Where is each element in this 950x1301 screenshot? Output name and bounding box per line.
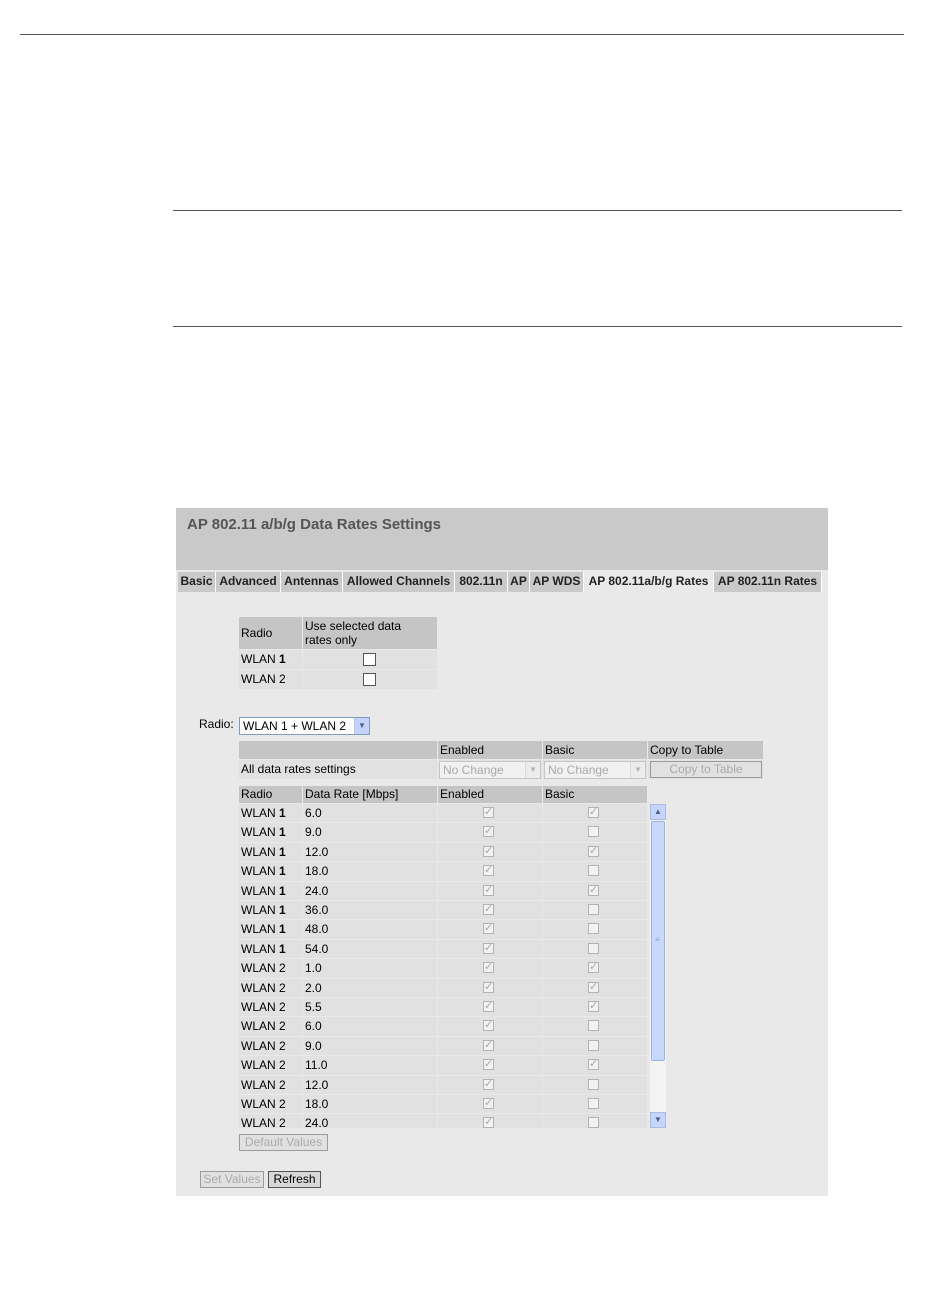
data-rate-cell: 12.0: [303, 843, 437, 861]
header-enabled: Enabled: [438, 786, 542, 803]
check-icon: ✓: [484, 883, 494, 896]
data-rate-cell: 1.0: [303, 959, 437, 977]
check-icon: ✓: [589, 1058, 599, 1071]
radio-number: 1: [279, 844, 286, 859]
header-enabled: Enabled: [438, 741, 542, 759]
tab-basic[interactable]: Basic: [178, 572, 216, 592]
data-rate-cell: 12.0: [303, 1076, 437, 1094]
set-values-button[interactable]: Set Values: [200, 1171, 264, 1188]
check-icon: ✓: [484, 1097, 494, 1109]
data-rate-cell: 9.0: [303, 1037, 437, 1055]
enabled-checkbox[interactable]: [483, 1040, 494, 1051]
check-icon: ✓: [484, 1058, 494, 1071]
copy-to-table-button[interactable]: Copy to Table: [650, 761, 762, 778]
all-basic-select[interactable]: [544, 761, 646, 779]
radio-name: WLAN: [241, 903, 276, 917]
enabled-checkbox[interactable]: [483, 1117, 494, 1128]
scrollbar-thumb[interactable]: [651, 821, 665, 1061]
tab-ap-wds[interactable]: AP WDS: [530, 572, 584, 592]
radio-name: WLAN: [241, 1058, 276, 1073]
radio-number: 2: [279, 1000, 286, 1014]
all-enabled-select[interactable]: [439, 761, 541, 779]
page-top-rule: [20, 34, 904, 35]
radio-cell: [239, 1076, 302, 1094]
radio-cell: [239, 901, 302, 919]
basic-checkbox[interactable]: [588, 826, 599, 837]
enabled-checkbox[interactable]: [483, 923, 494, 934]
basic-checkbox[interactable]: [588, 1040, 599, 1051]
tab-ap-802-11n-rates[interactable]: AP 802.11n Rates: [714, 572, 822, 592]
basic-checkbox[interactable]: [588, 943, 599, 954]
radio-cell: [239, 959, 302, 977]
check-icon: ✓: [589, 806, 599, 818]
section-rule-2: [173, 326, 902, 327]
check-icon: ✓: [484, 1077, 494, 1090]
refresh-button[interactable]: Refresh: [268, 1171, 321, 1188]
basic-checkbox[interactable]: [588, 1020, 599, 1031]
chevron-down-icon[interactable]: ▼: [525, 762, 540, 778]
radio-name: WLAN: [241, 980, 276, 995]
radio-name: WLAN: [241, 922, 276, 937]
check-icon: ✓: [484, 922, 494, 935]
basic-checkbox[interactable]: [588, 1117, 599, 1128]
radio-cell: [239, 823, 302, 841]
radio-cell: [239, 804, 302, 822]
radio-name: WLAN: [241, 864, 276, 879]
radio-number: 2: [279, 1038, 286, 1053]
chevron-down-icon[interactable]: ▼: [650, 1112, 666, 1128]
tab-antennas[interactable]: Antennas: [281, 572, 343, 592]
basic-checkbox[interactable]: [588, 1098, 599, 1109]
radio-number: 2: [279, 672, 286, 686]
enabled-checkbox[interactable]: [483, 1079, 494, 1090]
check-icon: ✓: [589, 980, 599, 993]
radio-number: 1: [279, 825, 286, 840]
check-icon: ✓: [484, 844, 494, 857]
enabled-checkbox[interactable]: [483, 885, 494, 896]
check-icon: ✓: [589, 961, 599, 974]
basic-checkbox[interactable]: [588, 865, 599, 876]
radio-cell: [239, 1037, 302, 1055]
tab-ap[interactable]: AP: [508, 572, 530, 592]
use-selected-checkbox[interactable]: [363, 653, 376, 666]
data-rate-cell: 9.0: [303, 823, 437, 841]
chevron-down-icon[interactable]: ▼: [354, 718, 369, 734]
enabled-checkbox[interactable]: [483, 1059, 494, 1070]
data-rate-cell: 6.0: [303, 1017, 437, 1035]
radio-name: WLAN: [241, 961, 276, 976]
enabled-checkbox[interactable]: [483, 1098, 494, 1109]
radio-cell: [239, 1056, 302, 1074]
tab-ap-802-11a-b-g-rates[interactable]: AP 802.11a/b/g Rates: [584, 572, 714, 592]
chevron-up-icon[interactable]: ▲: [650, 804, 666, 820]
check-icon: ✓: [484, 961, 494, 974]
radio-cell: [239, 940, 302, 958]
radio-number: 1: [279, 883, 286, 898]
check-icon: ✓: [484, 941, 494, 954]
enabled-checkbox[interactable]: [483, 826, 494, 837]
enabled-checkbox[interactable]: [483, 962, 494, 973]
default-values-button[interactable]: Default Values: [239, 1134, 328, 1151]
basic-checkbox[interactable]: [588, 982, 599, 993]
radio-number: 2: [279, 1058, 286, 1073]
radio-name: WLAN: [241, 652, 276, 666]
check-icon: ✓: [484, 806, 494, 818]
basic-checkbox[interactable]: [588, 846, 599, 857]
check-icon: ✓: [484, 1000, 494, 1012]
radio-cell: [239, 882, 302, 900]
data-rate-cell: 18.0: [303, 862, 437, 880]
radio-name: WLAN: [241, 1077, 276, 1092]
enabled-checkbox[interactable]: [483, 1001, 494, 1012]
enabled-checkbox[interactable]: [483, 1020, 494, 1031]
radio-name: WLAN: [241, 806, 276, 820]
tab-802-11n[interactable]: 802.11n: [455, 572, 508, 592]
radio-name: WLAN: [241, 1000, 276, 1014]
radio-selection-table: [239, 617, 437, 689]
basic-checkbox[interactable]: [588, 904, 599, 915]
radio-cell: [239, 920, 302, 938]
check-icon: ✓: [484, 980, 494, 993]
all-enabled-value: No Change: [443, 763, 504, 777]
data-rate-cell: 24.0: [303, 882, 437, 900]
radio-number: 1: [279, 922, 286, 937]
data-rate-cell: 18.0: [303, 1095, 437, 1113]
basic-checkbox[interactable]: [588, 923, 599, 934]
radio-cell: [239, 1017, 302, 1035]
check-icon: ✓: [589, 883, 599, 896]
all-settings-label: All data rates settings: [239, 760, 437, 779]
data-rate-cell: 24.0: [303, 1114, 437, 1128]
check-icon: ✓: [589, 1000, 599, 1012]
radio-name: WLAN: [241, 941, 276, 956]
radio-number: 2: [279, 1116, 286, 1128]
header-data-rate: Data Rate [Mbps]: [303, 786, 437, 803]
check-icon: ✓: [484, 825, 494, 838]
tab-bar: [176, 570, 828, 592]
radio-number: 2: [279, 980, 286, 995]
check-icon: ✓: [484, 1116, 494, 1128]
basic-checkbox[interactable]: [588, 1079, 599, 1090]
radio-name: WLAN: [241, 844, 276, 859]
header-copy-to-table: Copy to Table: [648, 741, 763, 759]
header-blank: [239, 741, 437, 759]
check-icon: ✓: [484, 903, 494, 915]
radio-cell: [239, 1095, 302, 1113]
all-data-rates-table: [239, 741, 763, 779]
data-rate-cell: 54.0: [303, 940, 437, 958]
data-rate-cell: 2.0: [303, 979, 437, 997]
header-basic: Basic: [543, 786, 647, 803]
radio-name: WLAN: [241, 672, 276, 686]
radio-cell: [239, 670, 302, 689]
basic-checkbox[interactable]: [588, 1059, 599, 1070]
radio-name: WLAN: [241, 1038, 276, 1053]
radio-name: WLAN: [241, 883, 276, 898]
data-rates-table: [239, 786, 649, 1128]
use-selected-checkbox[interactable]: [363, 673, 376, 686]
radio-name: WLAN: [241, 1116, 276, 1128]
radio-name: WLAN: [241, 1019, 276, 1034]
radio-cell: [239, 1114, 302, 1128]
app-header: [176, 508, 828, 570]
enabled-checkbox[interactable]: [483, 943, 494, 954]
basic-checkbox[interactable]: [588, 807, 599, 818]
enabled-checkbox[interactable]: [483, 982, 494, 993]
data-rate-cell: 6.0: [303, 804, 437, 822]
basic-checkbox[interactable]: [588, 962, 599, 973]
radio-cell: [239, 979, 302, 997]
tab-allowed-channels[interactable]: Allowed Channels: [343, 572, 455, 592]
radio-number: 2: [279, 1077, 286, 1092]
all-basic-value: No Change: [548, 763, 609, 777]
enabled-checkbox[interactable]: [483, 865, 494, 876]
data-rates-window: [176, 508, 828, 1196]
check-icon: ✓: [484, 1038, 494, 1051]
check-icon: ✓: [589, 844, 599, 857]
enabled-checkbox[interactable]: [483, 846, 494, 857]
radio-number: 2: [279, 1097, 286, 1111]
header-use-selected: Use selected data rates only: [303, 617, 437, 649]
radio-cell: [239, 843, 302, 861]
radio-number: 1: [279, 652, 286, 666]
page-title: AP 802.11 a/b/g Data Rates Settings: [187, 516, 441, 533]
header-radio: Radio: [239, 617, 302, 649]
data-rate-cell: 36.0: [303, 901, 437, 919]
radio-filter-label: Radio:: [199, 717, 234, 731]
radio-number: 1: [279, 903, 286, 917]
radio-filter-select[interactable]: [239, 717, 370, 735]
tab-advanced[interactable]: Advanced: [216, 572, 281, 592]
radio-name: WLAN: [241, 825, 276, 840]
radio-filter-value: WLAN 1 + WLAN 2: [243, 719, 347, 733]
data-rate-cell: 11.0: [303, 1056, 437, 1074]
basic-checkbox[interactable]: [588, 885, 599, 896]
radio-number: 1: [279, 941, 286, 956]
radio-name: WLAN: [241, 1097, 276, 1111]
enabled-checkbox[interactable]: [483, 904, 494, 915]
check-icon: ✓: [484, 864, 494, 877]
radio-number: 1: [279, 864, 286, 879]
radio-number: 2: [279, 1019, 286, 1034]
radio-cell: [239, 862, 302, 880]
radio-number: 2: [279, 961, 286, 976]
grip-icon: ≡: [655, 935, 660, 944]
enabled-checkbox[interactable]: [483, 807, 494, 818]
radio-number: 1: [279, 806, 286, 820]
header-basic: Basic: [543, 741, 647, 759]
radio-cell: [239, 998, 302, 1016]
radio-cell: [239, 650, 302, 669]
data-rate-cell: 5.5: [303, 998, 437, 1016]
rates-scrollbar[interactable]: [650, 804, 666, 1128]
chevron-down-icon[interactable]: ▼: [630, 762, 645, 778]
header-radio: Radio: [239, 786, 302, 803]
data-rate-cell: 48.0: [303, 920, 437, 938]
check-icon: ✓: [484, 1019, 494, 1032]
section-rule-1: [173, 210, 902, 211]
basic-checkbox[interactable]: [588, 1001, 599, 1012]
